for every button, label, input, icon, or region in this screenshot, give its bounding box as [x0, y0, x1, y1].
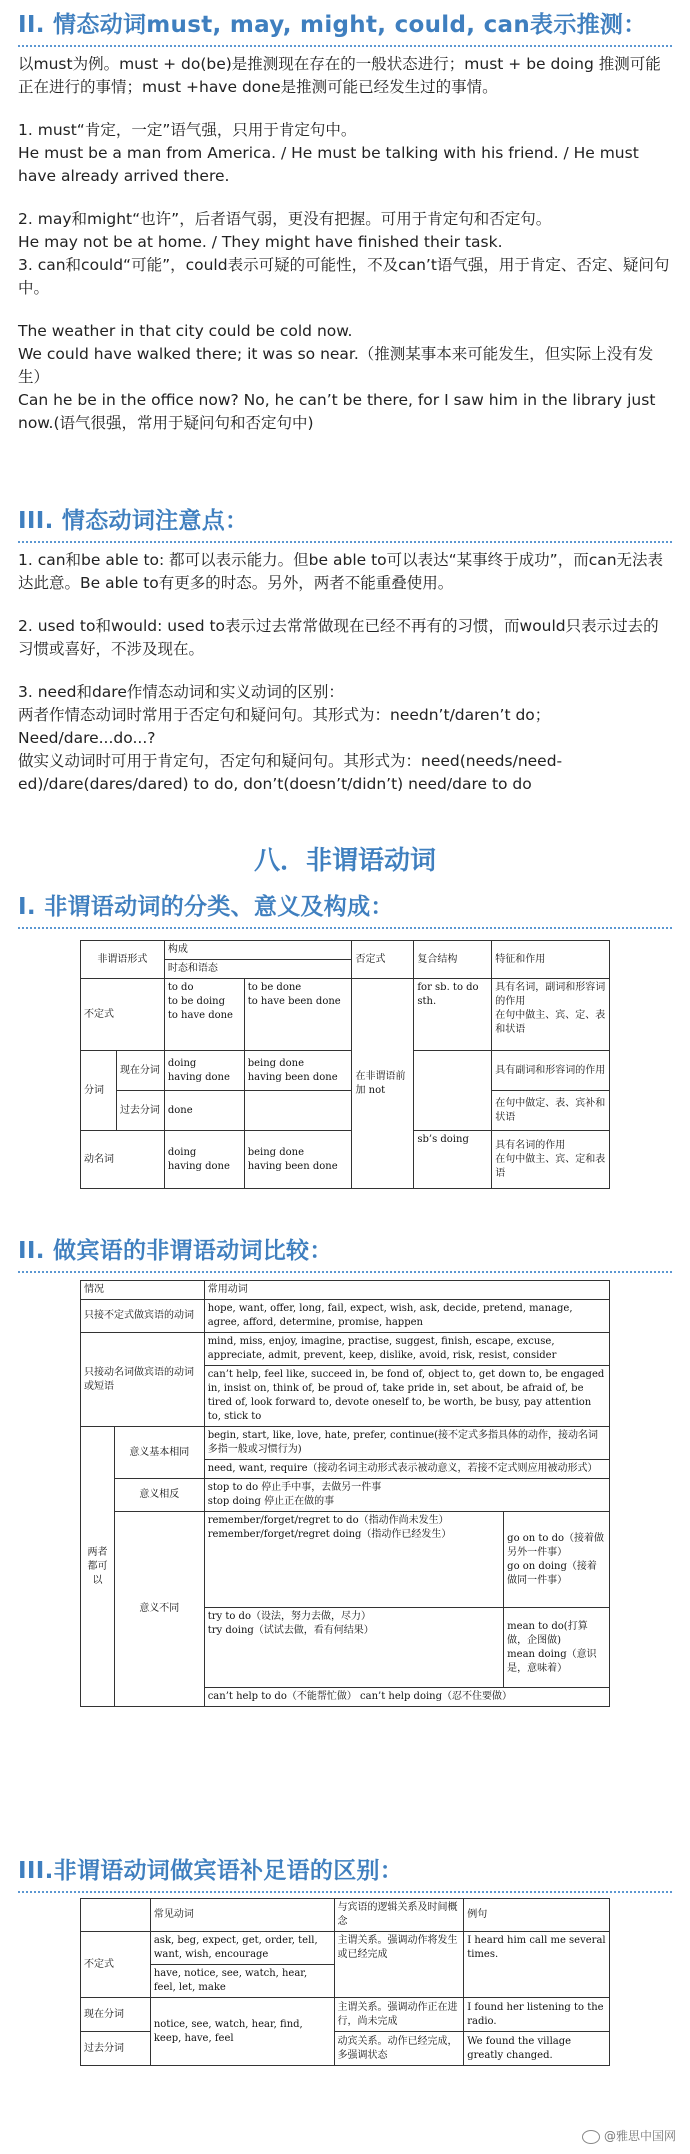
- example-text: He must be a man from America. / He must be talking with his friend. / He must have already arrived there.: [18, 144, 639, 185]
- paragraph: 2. may和might“也许”，后者语气弱，更没有把握。可用于肯定句和否定句。: [18, 210, 552, 228]
- table-cell: need, want, require（接动名词主动形式表示被动意义，若接不定式则应用被动形式）: [204, 1460, 609, 1479]
- table-cell: mind, miss, enjoy, imagine, practise, suggest, finish, escape, excuse, appreciate, admit, prevent, keep, dislike, avoid, risk, resist, consider: [204, 1333, 609, 1366]
- table-header: 复合结构: [414, 941, 492, 979]
- paragraph: 做实义动词时可用于肯定句，否定句和疑问句。其形式为：need(needs/need-ed)/dare(dares/dared) to do, don’t(doesn’t/didn’t) need/dare to do: [18, 752, 563, 793]
- table-cell: 过去分词: [116, 1091, 164, 1131]
- table-cell: being done having been done: [244, 1051, 352, 1091]
- table-cell: to be done to have been done: [244, 979, 352, 1051]
- table-cell: 过去分词: [81, 2032, 151, 2066]
- example-text: We could have walked there; it was so near.（推测某事本来可能发生，但实际上没有发生）: [18, 345, 654, 386]
- table-cell: sb’s doing: [414, 1131, 492, 1189]
- table-header: 例句: [464, 1899, 610, 1932]
- table-cell: 意义不同: [114, 1512, 204, 1707]
- paragraph: 2. used to和would: used to表示过去常常做现在已经不再有的习惯，而would只表示过去的习惯或喜好，不涉及现在。: [18, 617, 659, 658]
- table-cell: doing having done: [164, 1051, 244, 1091]
- table-cell: 意义相反: [114, 1479, 204, 1512]
- modal-inference-section: [18, 6, 672, 435]
- complement-nonfinite-section: [18, 1852, 672, 1893]
- chapter-title: 八．非谓语动词: [253, 846, 436, 876]
- table-cell: 不定式: [81, 979, 165, 1051]
- table-header: 非谓语形式: [81, 941, 165, 979]
- table-cell: begin, start, like, love, hate, prefer, continue(接不定式多指具体的动作，接动名词多指一般或习惯行为): [204, 1427, 609, 1460]
- table-cell: 具有名词，副词和形容词的作用 在句中做主、宾、定、表和状语: [492, 979, 610, 1051]
- paragraph: 3. need和dare作情态动词和实义动词的区别：: [18, 683, 344, 701]
- table-cell: for sb. to do sth.: [414, 979, 492, 1051]
- table-cell: 动名词: [81, 1131, 165, 1189]
- table-cell: 主谓关系。强调动作将发生或已经完成: [334, 1932, 464, 1998]
- section-heading: III.非谓语动词做宾语补足语的区别：: [18, 1858, 404, 1884]
- watermark-text: @雅思中国网: [603, 2129, 676, 2143]
- table-header: 时态和语态: [164, 960, 352, 979]
- table-header: 常用动词: [204, 1281, 609, 1300]
- table-cell: 在非谓语前加 not: [352, 979, 414, 1189]
- example-text: He may not be at home. / They might have finished their task.: [18, 233, 503, 251]
- table-cell: [414, 1051, 492, 1131]
- table-cell: hope, want, offer, long, fail, expect, wish, ask, decide, pretend, manage, agree, afford, determine, promise, happen: [204, 1300, 609, 1333]
- table-cell: mean to do(打算做，企图做) mean doing（意识是，意味着）: [504, 1608, 610, 1688]
- nonfinite-classification-table: [80, 940, 610, 1189]
- table-cell: try to do（设法，努力去做，尽力） try doing（试试去做，看有何结果）: [204, 1608, 503, 1688]
- table-cell: I found her listening to the radio.: [464, 1998, 610, 2032]
- table-cell: stop to do 停止手中事，去做另一件事 stop doing 停止正在做的事: [204, 1479, 609, 1512]
- paragraph: 两者作情态动词时常用于否定句和疑问句。其形式为：needn’t/daren’t do；Need/dare...do...?: [18, 706, 551, 747]
- table-header: 否定式: [352, 941, 414, 979]
- table-cell: 具有名词的作用 在句中做主、宾、定和表语: [492, 1131, 610, 1189]
- object-nonfinite-section: [18, 1232, 672, 1273]
- table-cell: doing having done: [164, 1131, 244, 1189]
- paragraph: 1. can和be able to: 都可以表示能力。但be able to可以表达“某事终于成功”，而can无法表达此意。Be able to有更多的时态。另外，两者不能重叠使用。: [18, 551, 664, 592]
- table-cell: 只接不定式做宾语的动词: [81, 1300, 205, 1333]
- table-cell: We found the village greatly changed.: [464, 2032, 610, 2066]
- table-cell: can’t help to do（不能帮忙做） can’t help doing（忍不住要做）: [204, 1688, 609, 1707]
- table-cell: 只接动名词做宾语的动词或短语: [81, 1333, 205, 1427]
- paragraph: 1. must“肯定，一定”语气强，只用于肯定句中。: [18, 121, 357, 139]
- object-nonfinite-table: [80, 1280, 610, 1707]
- table-cell: done: [164, 1091, 244, 1131]
- section-heading: I. 非谓语动词的分类、意义及构成：: [18, 894, 394, 920]
- section-heading: III. 情态动词注意点：: [18, 508, 249, 534]
- example-text: Can he be in the office now? No, he can’t be there, for I saw him in the library just now.(语气很强，常用于疑问句和否定句中): [18, 391, 656, 432]
- table-cell: 分词: [81, 1051, 117, 1131]
- table-header: 构成: [164, 941, 352, 960]
- table-cell: 两者都可以: [81, 1427, 115, 1707]
- table-cell: 不定式: [81, 1932, 151, 1998]
- table-cell: notice, see, watch, hear, find, keep, have, feel: [150, 1998, 334, 2066]
- table-cell: 主谓关系。强调动作正在进行，尚未完成: [334, 1998, 464, 2032]
- table-cell: can’t help, feel like, succeed in, be fond of, object to, get down to, be engaged in, insist on, think of, be proud of, take pride in, set about, be afraid of, be tired of, look forward to, devote oneself to, be worth, be busy, pay attention to, stick to: [204, 1366, 609, 1427]
- table-cell: 动宾关系。动作已经完成，多强调状态: [334, 2032, 464, 2066]
- section-heading: II. 做宾语的非谓语动词比较：: [18, 1238, 333, 1264]
- example-text: The weather in that city could be cold now.: [18, 322, 353, 340]
- table-header: 特征和作用: [492, 941, 610, 979]
- table-cell: being done having been done: [244, 1131, 352, 1189]
- heading-divider: [18, 1891, 672, 1893]
- heading-divider: [18, 1271, 672, 1273]
- heading-divider: [18, 541, 672, 543]
- table-header: 与宾语的逻辑关系及时间概念: [334, 1899, 464, 1932]
- table-cell: have, notice, see, watch, hear, feel, let, make: [150, 1965, 334, 1998]
- heading-divider: [18, 927, 672, 929]
- table-cell: 在句中做定、表、宾补和状语: [492, 1091, 610, 1131]
- table-cell: to do to be doing to have done: [164, 979, 244, 1051]
- table-cell: go on to do（接着做另外一件事） go on doing（接着做同一件事）: [504, 1512, 610, 1608]
- modal-notes-section: [18, 502, 672, 796]
- section-heading: II. 情态动词must, may, might, could, can表示推测：: [18, 12, 647, 38]
- paragraph: 以must为例。must + do(be)是推测现在存在的一般状态进行；must + be doing 推测可能正在进行的事情；must +have done是推测可能已经发生过的事情。: [18, 55, 661, 96]
- table-cell: 具有副词和形容词的作用: [492, 1051, 610, 1091]
- table-header: 情况: [81, 1281, 205, 1300]
- table-cell: [244, 1091, 352, 1131]
- weibo-icon: [582, 2130, 600, 2144]
- table-cell: remember/forget/regret to do（指动作尚未发生） remember/forget/regret doing（指动作已经发生）: [204, 1512, 503, 1608]
- paragraph: 3. can和could“可能”，could表示可疑的可能性，不及can’t语气强，用于肯定、否定、疑问句中。: [18, 256, 670, 297]
- table-cell: [81, 1899, 151, 1932]
- table-cell: 现在分词: [116, 1051, 164, 1091]
- table-header: 常见动词: [150, 1899, 334, 1932]
- table-cell: 意义基本相同: [114, 1427, 204, 1479]
- table-cell: ask, beg, expect, get, order, tell, want, wish, encourage: [150, 1932, 334, 1965]
- watermark: [582, 2127, 676, 2144]
- complement-nonfinite-table: [80, 1898, 610, 2066]
- nonfinite-classification-section: [18, 888, 672, 929]
- table-cell: 现在分词: [81, 1998, 151, 2032]
- heading-divider: [18, 45, 672, 47]
- table-cell: I heard him call me several times.: [464, 1932, 610, 1998]
